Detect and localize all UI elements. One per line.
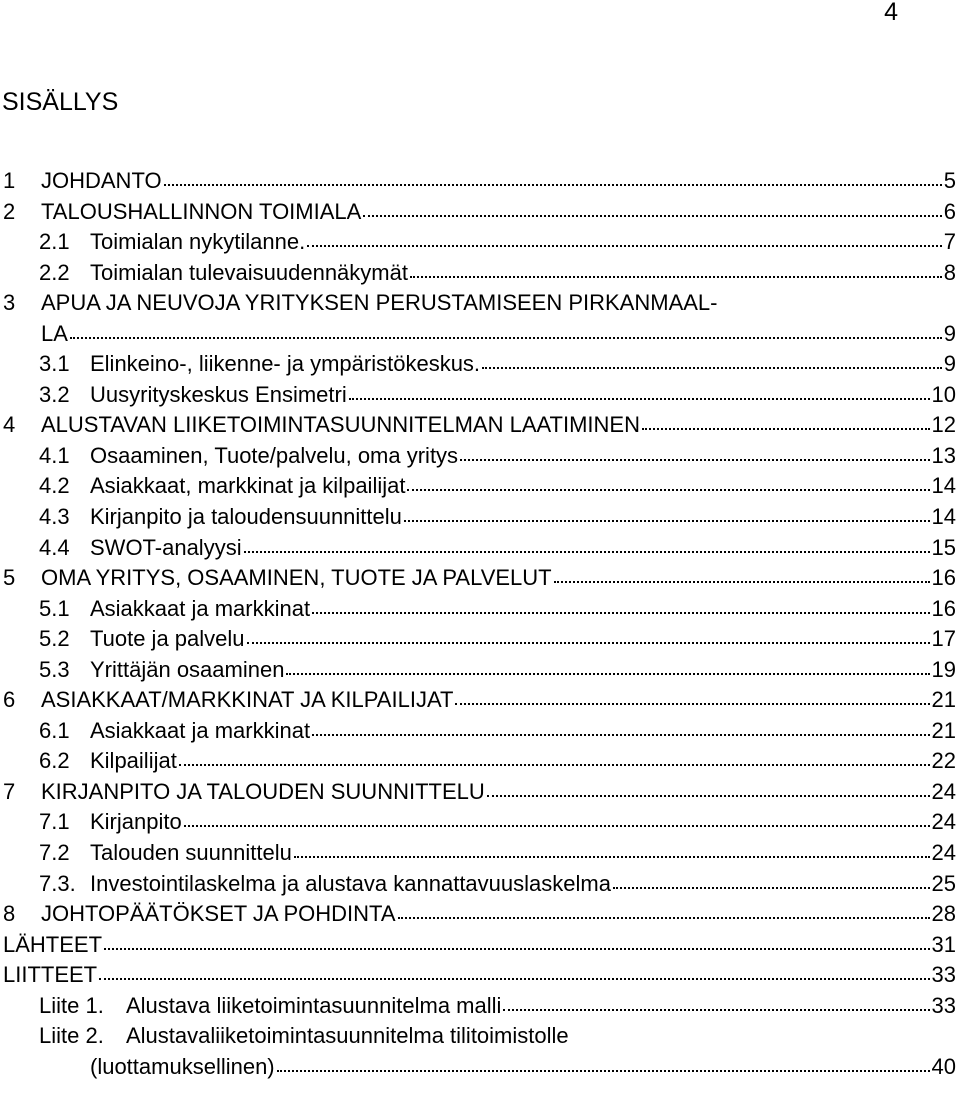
- dot-leader: [407, 471, 929, 493]
- toc-entry-page: 14: [931, 504, 956, 530]
- toc-entry-title: KIRJANPITO JA TALOUDEN SUUNNITTELU: [41, 778, 485, 804]
- toc-entry-number: 4.1: [39, 442, 70, 468]
- toc-entry-title: LIITTEET: [3, 962, 98, 988]
- toc-entry-number: 3: [3, 290, 16, 316]
- toc-entry-title: APUA JA NEUVOJA YRITYKSEN PERUSTAMISEEN PIRKANMAAL-: [41, 290, 718, 316]
- toc-entry-number: 7.3.: [39, 870, 76, 896]
- toc-entry[interactable]: [0, 197, 960, 228]
- toc-entry-number: 4: [3, 412, 16, 438]
- toc-entry[interactable]: [0, 533, 960, 564]
- dot-leader: [247, 624, 930, 646]
- toc-entry[interactable]: [0, 777, 960, 808]
- toc-entry-number: Liite 1.: [39, 992, 104, 1018]
- toc-entry-number: 3.2: [39, 381, 70, 407]
- toc-entry-number: 6.2: [39, 748, 70, 774]
- toc-entry-page: 19: [931, 656, 956, 682]
- toc-entry-number: 7.1: [39, 809, 70, 835]
- toc-entry[interactable]: [0, 930, 960, 961]
- toc-entry-number: Liite 2.: [39, 1023, 104, 1049]
- toc-entry-number: 7.2: [39, 840, 70, 866]
- toc-entry-title: Elinkeino-, liikenne- ja ympäristökeskus.: [90, 351, 481, 377]
- toc-entry-number: 7: [3, 778, 16, 804]
- dot-leader: [70, 319, 942, 341]
- toc-entry-page: 24: [931, 840, 956, 866]
- toc-entry-page: 14: [931, 473, 956, 499]
- toc-entry-number: 5.1: [39, 595, 70, 621]
- dot-leader: [312, 716, 929, 738]
- toc-entry-page: 9: [943, 351, 956, 377]
- toc-entry-title-continued: (luottamuksellinen): [90, 1053, 275, 1079]
- dot-leader: [642, 410, 930, 432]
- toc-entry-title: Tuote ja palvelu: [90, 626, 245, 652]
- toc-entry[interactable]: [0, 563, 960, 594]
- dot-leader: [349, 380, 930, 402]
- toc-entry-number: 4.4: [39, 534, 70, 560]
- dot-leader: [179, 746, 930, 768]
- toc-entry-page: 15: [931, 534, 956, 560]
- page-number: 4: [884, 0, 898, 26]
- toc-entry-number: 4.3: [39, 504, 70, 530]
- toc-entry-number: 2.2: [39, 259, 70, 285]
- toc-entry-number: 5.3: [39, 656, 70, 682]
- toc-entry-title: Toimialan nykytilanne.: [90, 229, 306, 255]
- dot-leader: [460, 441, 929, 463]
- toc-entry-page: 21: [931, 687, 956, 713]
- toc-entry-page: 28: [931, 901, 956, 927]
- toc-entry[interactable]: [0, 410, 960, 441]
- toc-entry-title: ALUSTAVAN LIIKETOIMINTASUUNNITELMAN LAATIMINEN: [41, 412, 640, 438]
- dot-leader: [244, 533, 930, 555]
- toc-entry-number: 6.1: [39, 717, 70, 743]
- toc-entry[interactable]: [0, 655, 960, 686]
- toc-entry-number: 4.2: [39, 473, 70, 499]
- toc-entry-title: Talouden suunnittelu: [90, 840, 292, 866]
- toc-entry-page: 33: [931, 992, 956, 1018]
- toc-entry-number: 5.2: [39, 626, 70, 652]
- toc-entry-title: Uusyrityskeskus Ensimetri: [90, 381, 347, 407]
- toc-entry[interactable]: [0, 716, 960, 747]
- toc-entry-page: 13: [931, 442, 956, 468]
- dot-leader: [307, 227, 942, 249]
- toc-entry-page: 17: [931, 626, 956, 652]
- dot-leader: [482, 349, 942, 371]
- toc-entry[interactable]: [0, 288, 960, 349]
- toc-entry-page: 10: [931, 381, 956, 407]
- toc-entry[interactable]: [0, 502, 960, 533]
- dot-leader: [363, 197, 941, 219]
- toc-entry-number: 1: [3, 168, 16, 193]
- toc-entry[interactable]: [0, 227, 960, 258]
- toc-entry-title-continued: LA: [41, 320, 68, 346]
- dot-leader: [164, 166, 942, 188]
- toc-entry-number: 6: [3, 687, 16, 713]
- toc-entry-title: Kilpailijat: [90, 748, 177, 774]
- toc-entry-page: 24: [931, 778, 956, 804]
- toc-entry-number: 3.1: [39, 351, 70, 377]
- dot-leader: [487, 777, 930, 799]
- toc-entry[interactable]: [0, 258, 960, 289]
- toc-entry-title: JOHDANTO: [41, 168, 162, 193]
- toc-entry-title: LÄHTEET: [3, 931, 103, 957]
- toc-entry-title: Asiakkaat, markkinat ja kilpailijat: [90, 473, 406, 499]
- toc-entry-page: 40: [931, 1053, 956, 1079]
- dot-leader: [294, 838, 930, 860]
- toc-entry-title: TALOUSHALLINNON TOIMIALA: [41, 198, 362, 224]
- toc-entry-title: Kirjanpito ja taloudensuunnittelu: [90, 504, 402, 530]
- dot-leader: [104, 930, 929, 952]
- dot-leader: [398, 899, 930, 921]
- toc-entry-title: JOHTOPÄÄTÖKSET JA POHDINTA: [41, 901, 396, 927]
- toc-entry[interactable]: [0, 380, 960, 411]
- toc-entry[interactable]: [0, 838, 960, 869]
- toc-entry-title: ASIAKKAAT/MARKKINAT JA KILPAILIJAT: [41, 687, 454, 713]
- toc-entry-page: 21: [931, 717, 956, 743]
- toc-entry-line: [0, 288, 960, 319]
- toc-entry[interactable]: [0, 807, 960, 838]
- dot-leader: [613, 869, 930, 891]
- toc-entry[interactable]: [0, 960, 960, 991]
- toc-entry-title: Alustavaliiketoimintasuunnitelma tilitoimistolle: [126, 1023, 569, 1049]
- dot-leader: [312, 594, 929, 616]
- toc-entry-title: Kirjanpito: [90, 809, 182, 835]
- toc-entry[interactable]: [0, 1021, 960, 1082]
- dot-leader: [286, 655, 929, 677]
- toc-entry-page: 9: [943, 320, 956, 346]
- dot-leader: [503, 991, 929, 1013]
- toc-entry-page: 16: [931, 565, 956, 591]
- dot-leader: [554, 563, 930, 585]
- toc-entry-title: SWOT-analyysi: [90, 534, 242, 560]
- toc-entry-page: 5: [943, 168, 956, 193]
- toc-entry[interactable]: [0, 441, 960, 472]
- toc-entry-title: Asiakkaat ja markkinat: [90, 595, 311, 621]
- toc-entry[interactable]: [0, 991, 960, 1022]
- toc-entry-page: 22: [931, 748, 956, 774]
- toc-entry-page: 24: [931, 809, 956, 835]
- toc-entry-title: OMA YRITYS, OSAAMINEN, TUOTE JA PALVELUT: [41, 565, 552, 591]
- toc-entry-title: Alustava liiketoimintasuunnitelma malli: [126, 992, 502, 1018]
- toc-entry-page: 6: [943, 198, 956, 224]
- toc-entry-number: 5: [3, 565, 16, 591]
- toc-entry-page: 33: [931, 962, 956, 988]
- toc-entry-title: Toimialan tulevaisuudennäkymät: [90, 259, 408, 285]
- dot-leader: [99, 960, 929, 982]
- dot-leader: [410, 258, 942, 280]
- toc-entry-number: 2.1: [39, 229, 70, 255]
- toc-entry[interactable]: [0, 166, 960, 197]
- toc-entry-page: 8: [943, 259, 956, 285]
- toc-entry-title: Yrittäjän osaaminen: [90, 656, 285, 682]
- toc-entry-page: 25: [931, 870, 956, 896]
- table-of-contents: [0, 166, 960, 1082]
- toc-entry-title: Asiakkaat ja markkinat: [90, 717, 311, 743]
- toc-heading: SISÄLLYS: [2, 88, 119, 116]
- toc-entry-line: [0, 319, 960, 350]
- toc-entry-page: 12: [931, 412, 956, 438]
- toc-entry[interactable]: [0, 899, 960, 930]
- dot-leader: [404, 502, 930, 524]
- toc-entry[interactable]: [0, 594, 960, 625]
- toc-entry-number: 2: [3, 198, 16, 224]
- toc-entry[interactable]: [0, 869, 960, 900]
- toc-entry[interactable]: [0, 349, 960, 380]
- toc-entry[interactable]: [0, 685, 960, 716]
- toc-entry-line: [0, 1021, 960, 1052]
- toc-entry-page: 31: [931, 931, 956, 957]
- toc-entry-page: 7: [943, 229, 956, 255]
- toc-entry-line: [0, 1052, 960, 1083]
- toc-entry[interactable]: [0, 746, 960, 777]
- toc-entry-page: 16: [931, 595, 956, 621]
- dot-leader: [277, 1052, 930, 1074]
- toc-entry-number: 8: [3, 901, 16, 927]
- toc-entry[interactable]: [0, 624, 960, 655]
- dot-leader: [184, 807, 930, 829]
- dot-leader: [455, 685, 929, 707]
- toc-entry-title: Osaaminen, Tuote/palvelu, oma yritys: [90, 442, 459, 468]
- toc-entry-title: Investointilaskelma ja alustava kannattavuuslaskelma: [90, 870, 611, 896]
- toc-entry[interactable]: [0, 471, 960, 502]
